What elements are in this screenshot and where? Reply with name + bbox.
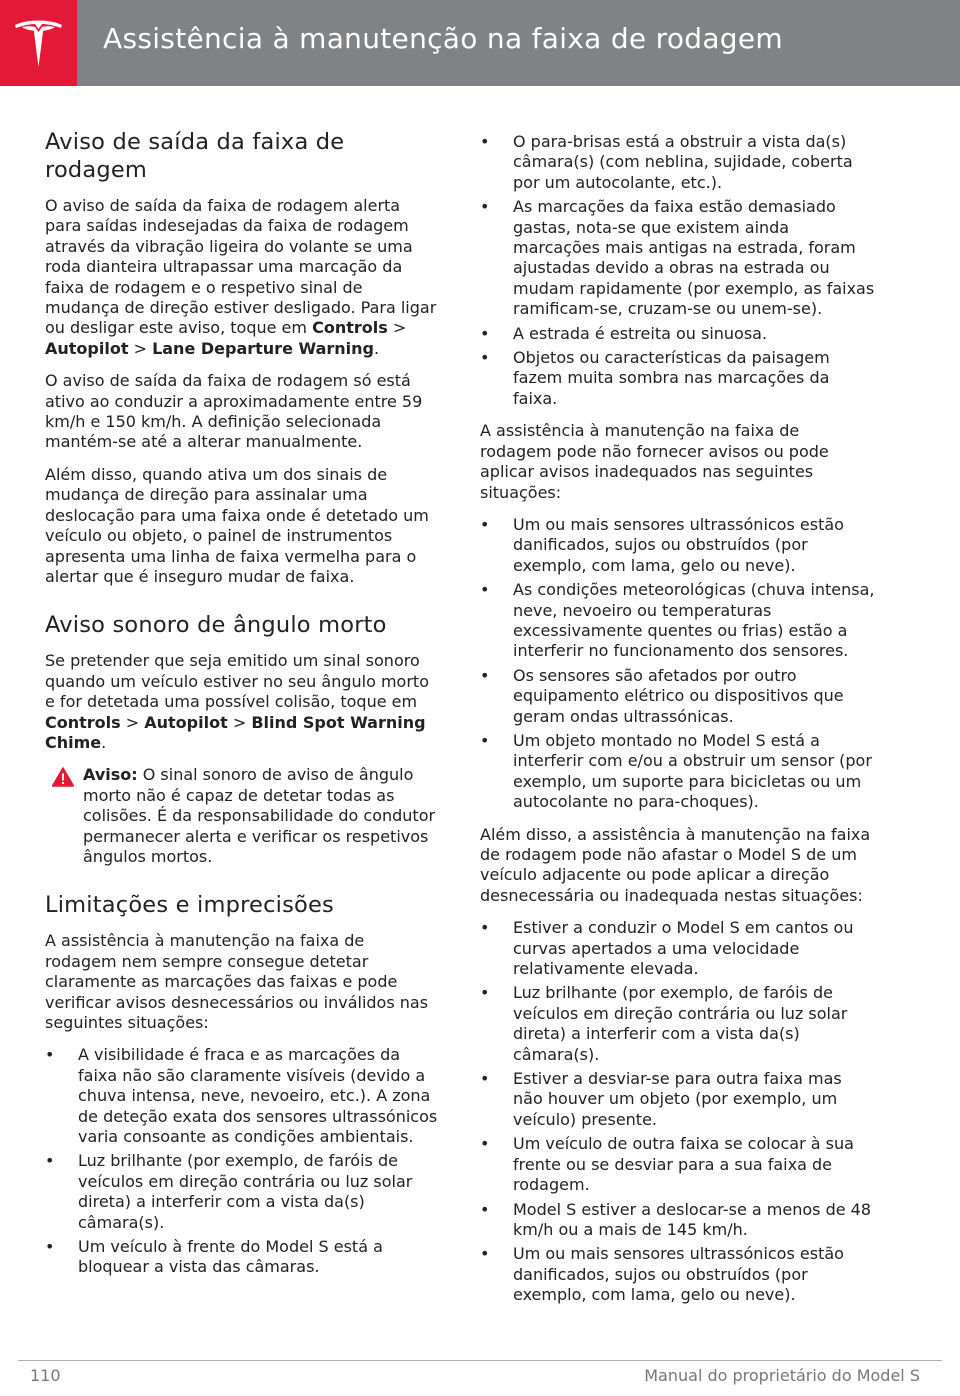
page-header: [0, 0, 960, 86]
menu-path-controls: Controls: [45, 712, 121, 732]
list-item: • A visibilidade é fraca e as marcações da faixa não são claramente visíveis (devido a chuva intensa, neve, nevoeiro, etc.). A zona de deteção exata dos sensores ultrassónicos varia consoante as condições ambientais.: [45, 1045, 440, 1147]
paragraph: A assistência à manutenção na faixa de rodagem pode não fornecer avisos ou pode aplicar avisos inadequados nas seguintes situações:: [480, 421, 829, 502]
paragraph: O aviso de saída da faixa de rodagem só está ativo ao conduzir a aproximadamente entre 59 km/h e 150 km/h. A definição selecionada mantém-se até a alterar manualmente.: [45, 371, 423, 452]
bullet-list: [480, 132, 875, 409]
paragraph: Além disso, quando ativa um dos sinais de mudança de direção para assinalar uma deslocação para uma faixa onde é detetado um veículo ou objeto, o painel de instrumentos apresenta uma linha de faixa vermelha para o alertar que é inseguro mudar de faixa.: [45, 464, 429, 586]
right-column: [480, 132, 875, 1318]
page-number: 110: [30, 1366, 61, 1385]
period: .: [101, 732, 107, 752]
section-heading-blind-spot: Aviso sonoro de ângulo morto: [45, 612, 387, 639]
warning-triangle-icon: [52, 767, 74, 787]
path-separator: >: [387, 318, 407, 338]
menu-path-lane-departure-warning: Lane Departure Warning: [152, 338, 374, 358]
list-item: • Luz brilhante (por exemplo, de faróis de veículos em direção contrária ou luz solar direta) a interferir com a vista da(s) câmara(s).: [45, 1151, 440, 1233]
list-item: • Um ou mais sensores ultrassónicos estão danificados, sujos ou obstruídos (por exemplo, com lama, gelo ou neve).: [480, 1244, 875, 1305]
list-item: • Um objeto montado no Model S está a interferir com e/ou a obstruir um sensor (por exemplo, um suporte para bicicletas ou um autocolante no para-choques).: [480, 731, 875, 813]
list-item: • As marcações da faixa estão demasiado gastas, nota-se que existem ainda marcações mais antigas na estrada, foram ajustadas devido a obras na estrada ou mudam rapidamente (por exemplo, as faixas ramificam-se, cruzam-se ou unem-se).: [480, 197, 875, 319]
section-heading-lane-departure: Aviso de saída da faixa de rodagem: [45, 129, 345, 183]
period: .: [373, 338, 380, 358]
list-item: • Um veículo à frente do Model S está a bloquear a vista das câmaras.: [45, 1237, 440, 1278]
paragraph-text: Se pretender que seja emitido um sinal sonoro quando um veículo estiver no seu ângulo morto e for detetada uma possível colisão, toque em: [45, 651, 429, 712]
list-item: • O para-brisas está a obstruir a vista da(s) câmara(s) (com neblina, sujidade, coberta por um autocolante, etc.).: [480, 132, 875, 193]
paragraph: [45, 196, 440, 359]
list-item: • Luz brilhante (por exemplo, de faróis de veículos em direção contrária ou luz solar direta) a interferir com a vista da(s) câmara(s).: [480, 983, 875, 1065]
paragraph: [45, 651, 440, 753]
list-item: • As condições meteorológicas (chuva intensa, neve, nevoeiro ou temperaturas excessivamente quentes ou frias) estão a interferir no funcionamento dos sensores.: [480, 580, 875, 662]
list-item: • Os sensores são afetados por outro equipamento elétrico ou dispositivos que geram ondas ultrassónicas.: [480, 666, 875, 727]
path-separator: >: [227, 712, 252, 732]
warning-note: [45, 765, 440, 867]
list-item: • Estiver a desviar-se para outra faixa mas não houver um objeto (por exemplo, um veículo) presente.: [480, 1069, 875, 1130]
bullet-list: [480, 515, 875, 813]
menu-path-autopilot: Autopilot: [144, 712, 228, 732]
paragraph-text: O aviso de saída da faixa de rodagem alerta para saídas indesejadas da faixa de rodagem através da vibração ligeira do volante se uma roda dianteira ultrapassar uma marcação da faixa de rodagem e o respetivo sinal de mudança de direção estiver desligado. Para ligar ou desligar este aviso, toque em: [45, 196, 437, 338]
warning-label: Aviso:: [83, 765, 138, 785]
section-heading-limitations: Limitações e imprecisões: [45, 892, 334, 919]
warning-text: O sinal sonoro de aviso de ângulo morto não é capaz de detetar todas as colisões. É da responsabilidade do condutor permanecer alerta e verificar os respetivos ângulos mortos.: [83, 765, 436, 866]
list-item: • Model S estiver a deslocar-se a menos de 48 km/h ou a mais de 145 km/h.: [480, 1200, 875, 1241]
tesla-logo-icon: [13, 17, 64, 69]
footer-divider: [18, 1360, 942, 1361]
path-separator: >: [120, 712, 145, 732]
paragraph: Além disso, a assistência à manutenção na faixa de rodagem pode não afastar o Model S de um veículo adjacente ou pode aplicar a direção desnecessária ou inadequada nestas situações:: [480, 824, 871, 905]
list-item: • Objetos ou características da paisagem fazem muita sombra nas marcações da faixa.: [480, 348, 875, 409]
path-separator: >: [128, 338, 153, 358]
menu-path-blind-spot-warning-chime: Blind Spot Warning Chime: [45, 712, 426, 752]
tesla-logo: [0, 0, 77, 86]
list-item: • Um veículo de outra faixa se colocar à sua frente ou se desviar para a sua faixa de rodagem.: [480, 1134, 875, 1195]
bullet-list: [45, 1045, 440, 1277]
manual-title: Manual do proprietário do Model S: [644, 1366, 920, 1385]
paragraph: A assistência à manutenção na faixa de rodagem nem sempre consegue detetar claramente as marcações das faixas e pode verificar avisos desnecessários ou inválidos nas seguintes situações:: [45, 931, 429, 1032]
list-item: • A estrada é estreita ou sinuosa.: [480, 324, 875, 344]
left-column: [45, 128, 440, 1290]
menu-path-controls: Controls: [312, 318, 388, 338]
list-item: • Um ou mais sensores ultrassónicos estão danificados, sujos ou obstruídos (por exemplo, com lama, gelo ou neve).: [480, 515, 875, 576]
list-item: • Estiver a conduzir o Model S em cantos ou curvas apertados a uma velocidade relativamente elevada.: [480, 918, 875, 979]
bullet-list: [480, 918, 875, 1305]
menu-path-autopilot: Autopilot: [45, 338, 129, 358]
page-title: Assistência à manutenção na faixa de rodagem: [103, 22, 783, 55]
